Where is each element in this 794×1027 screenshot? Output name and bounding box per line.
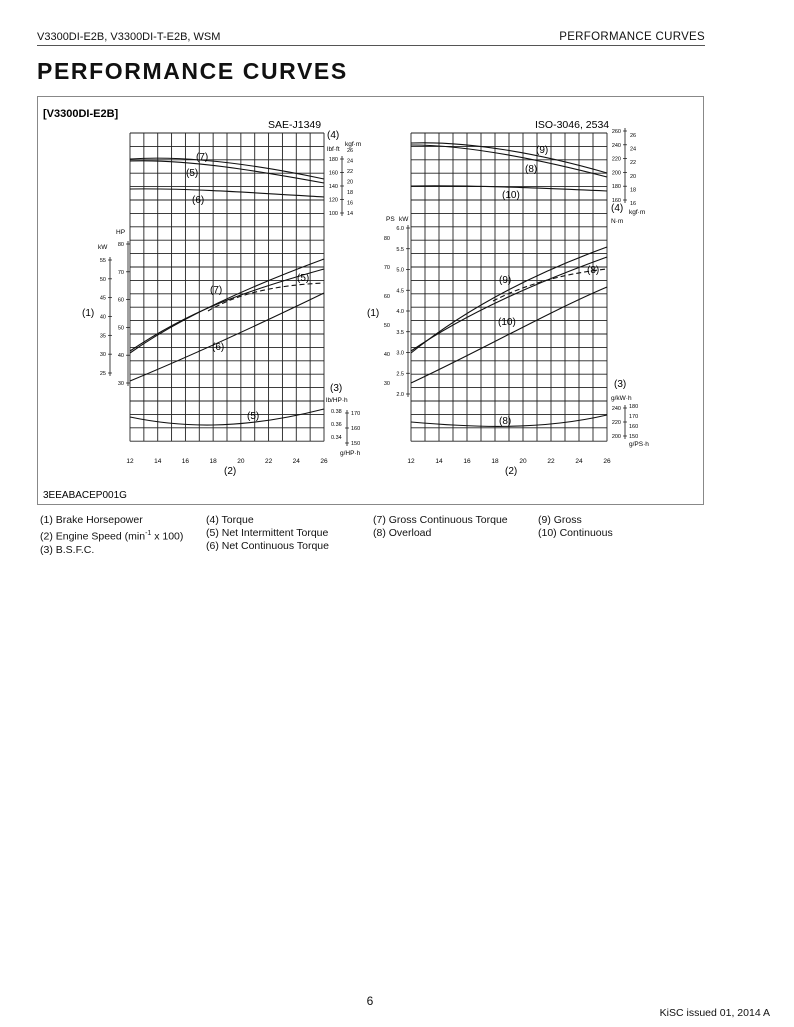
left-bsfc-tick-g: 160 <box>351 426 361 432</box>
legend-item-bsfc: (3) B.S.F.C. <box>40 543 95 556</box>
page-title: PERFORMANCE CURVES <box>37 58 348 84</box>
left-power-tick-kw: 50 <box>99 276 106 283</box>
right-power-tick-kw: 3.5 <box>396 329 404 336</box>
legend-item-continuous: (10) Continuous <box>538 527 613 539</box>
right-power-unit-kw: kW <box>399 216 409 223</box>
right-torque-tick-nm: 240 <box>611 142 621 149</box>
right-bsfc-tick-gpsh: 160 <box>629 424 639 430</box>
left-bsfc-unit-a: lb/HP·h <box>326 397 348 404</box>
left-torque-tick-lbfft: 120 <box>328 197 338 204</box>
legend-column-1 <box>40 514 183 557</box>
left-bsfc-tick-lb: 0.38 <box>331 409 342 415</box>
legend-item-engine-speed <box>40 527 183 544</box>
left-power-tick-kw: 35 <box>99 333 106 340</box>
left-power-tick-kw: 45 <box>99 295 106 302</box>
right-torque-tick-nm: 260 <box>611 129 621 135</box>
right-label-9-power: (9) <box>499 275 512 286</box>
left-torque-tick-lbfft: 100 <box>328 211 338 217</box>
legend-item-gross-continuous-torque: (7) Gross Continuous Torque <box>373 514 508 526</box>
right-torque-unit-a: N·m <box>611 218 624 225</box>
right-torque-tick-kgfm: 22 <box>630 160 637 167</box>
figure-model-label: [V3300DI-E2B] <box>43 108 119 120</box>
right-bsfc-tick-gkwh: 220 <box>611 420 621 426</box>
left-label-5-power: (5) <box>297 273 310 284</box>
right-torque-unit-b: kgf·m <box>629 209 646 216</box>
left-torque-tick-kgfm: 18 <box>347 190 354 196</box>
legend-column-2 <box>206 514 329 553</box>
left-label-6-power: (6) <box>212 342 225 353</box>
right-chart-x-ticks <box>407 458 611 465</box>
right-power-tick-ps: 30 <box>383 381 390 387</box>
left-power-tick-hp: 70 <box>117 269 124 276</box>
left-chart-x-label: (2) <box>224 466 237 477</box>
legend-engine-speed-text: (2) Engine Speed (min <box>40 530 146 543</box>
legend-item-net-continuous-torque: (6) Net Continuous Torque <box>206 540 329 552</box>
right-x-tick-label: 18 <box>491 458 499 465</box>
left-label-5-torque: (5) <box>186 168 199 179</box>
right-torque-tick-kgfm: 20 <box>630 173 637 180</box>
page-number: 6 <box>366 994 374 1008</box>
legend-item-gross: (9) Gross <box>538 514 582 526</box>
right-x-tick-label: 16 <box>463 458 471 465</box>
left-x-tick-label: 16 <box>181 458 190 465</box>
right-power-unit-ps: PS <box>386 216 395 223</box>
right-power-tick-ps: 80 <box>383 236 390 242</box>
left-torque-tick-kgfm: 20 <box>347 179 354 186</box>
right-x-tick-label: 24 <box>575 458 583 465</box>
left-power-tick-hp: 40 <box>117 353 124 360</box>
left-torque-ticks <box>329 148 353 217</box>
legend-column-3 <box>373 514 508 540</box>
right-power-tick-kw: 2.0 <box>396 392 404 398</box>
legend-item-brake-horsepower: (1) Brake Horsepower <box>40 514 143 526</box>
right-power-tick-kw: 4.0 <box>396 309 404 315</box>
right-bsfc-unit-b: g/PS·h <box>629 441 649 448</box>
left-power-ticks <box>100 241 130 387</box>
right-bsfc-tick-gpsh: 170 <box>629 414 639 420</box>
left-bsfc-tick-lb: 0.36 <box>331 422 342 428</box>
left-bsfc-ticks <box>331 409 360 447</box>
right-power-tick-ps: 70 <box>383 265 390 271</box>
left-chart-grid <box>130 133 324 441</box>
left-torque-tick-kgfm: 26 <box>347 148 354 154</box>
right-power-tick-kw: 4.5 <box>396 288 404 295</box>
left-x-tick-label: 26 <box>320 458 328 465</box>
left-torque-tick-lbfft: 180 <box>328 157 338 163</box>
left-power-unit-hp: HP <box>116 229 126 236</box>
right-bsfc-label: (3) <box>614 379 627 390</box>
right-power-ticks <box>384 225 410 398</box>
performance-curves-svg <box>38 97 703 504</box>
right-torque-label: (4) <box>611 203 624 214</box>
left-bsfc-tick-g: 170 <box>351 411 361 417</box>
right-x-tick-label: 22 <box>547 458 555 465</box>
left-power-tick-kw: 30 <box>99 352 106 359</box>
right-chart-grid <box>411 133 607 441</box>
left-torque-tick-kgfm: 22 <box>347 169 354 175</box>
left-label-7-torque: (7) <box>196 152 209 163</box>
right-torque-tick-kgfm: 16 <box>630 201 637 207</box>
left-chart-standard: SAE-J1349 <box>268 119 322 131</box>
right-label-8-bsfc: (8) <box>499 416 512 427</box>
legend-item-torque: (4) Torque <box>206 514 254 526</box>
left-bsfc-label: (3) <box>330 383 343 394</box>
left-chart-x-ticks <box>126 458 328 465</box>
right-torque-tick-nm: 220 <box>611 156 621 163</box>
right-chart-standard: ISO-3046, 2534 <box>535 119 610 131</box>
right-torque-tick-nm: 160 <box>611 198 621 204</box>
right-power-tick-kw: 5.5 <box>396 246 404 253</box>
right-bsfc-tick-gkwh: 240 <box>611 406 621 412</box>
right-power-tick-kw: 5.0 <box>396 267 404 274</box>
figure-code: 3EEABACEP001G <box>43 490 127 501</box>
left-power-label: (1) <box>82 308 95 319</box>
right-bsfc-tick-gkwh: 200 <box>611 434 621 440</box>
right-bsfc-tick-gpsh: 150 <box>629 434 639 440</box>
header-document-title: V3300DI-E2B, V3300DI-T-E2B, WSM <box>37 31 221 43</box>
left-label-7-power: (7) <box>210 285 223 296</box>
header-divider <box>37 45 705 46</box>
left-torque-label: (4) <box>327 130 340 141</box>
right-x-tick-label: 26 <box>603 458 611 465</box>
right-power-label: (1) <box>367 308 380 319</box>
legend-column-4 <box>538 514 613 540</box>
right-bsfc-ticks <box>612 404 638 440</box>
right-label-10-torque: (10) <box>502 190 520 201</box>
left-torque-tick-lbfft: 140 <box>328 184 338 190</box>
left-x-tick-label: 24 <box>292 458 300 465</box>
left-label-5-bsfc: (5) <box>247 411 260 422</box>
left-x-tick-label: 18 <box>209 458 217 465</box>
left-torque-tick-lbfft: 160 <box>328 170 338 177</box>
right-torque-ticks <box>612 128 636 207</box>
left-power-tick-hp: 60 <box>117 297 124 304</box>
right-torque-tick-kgfm: 18 <box>630 187 637 194</box>
right-power-tick-ps: 40 <box>383 352 390 358</box>
left-x-tick-label: 22 <box>264 458 273 465</box>
left-bsfc-tick-g: 150 <box>351 441 361 447</box>
right-power-tick-kw: 3.0 <box>396 350 404 357</box>
right-power-tick-ps: 60 <box>383 294 390 300</box>
right-x-tick-label: 14 <box>435 458 443 465</box>
performance-curves-figure <box>37 96 704 505</box>
right-label-8-power: (8) <box>587 265 600 276</box>
left-x-tick-label: 14 <box>154 458 162 465</box>
right-chart-x-label: (2) <box>505 466 518 477</box>
right-torque-tick-kgfm: 26 <box>630 133 637 139</box>
legend-item-net-intermittent-torque: (5) Net Intermittent Torque <box>206 527 329 539</box>
left-bsfc-unit-b: g/HP·h <box>340 450 361 457</box>
right-label-8-torque: (8) <box>525 164 538 175</box>
right-torque-tick-nm: 200 <box>611 170 621 177</box>
left-x-tick-label: 12 <box>126 458 134 465</box>
left-power-tick-kw: 25 <box>99 371 106 377</box>
left-power-tick-hp: 80 <box>117 242 124 248</box>
right-label-9-torque: (9) <box>536 145 549 156</box>
left-bsfc-tick-lb: 0.34 <box>331 435 342 441</box>
left-torque-unit-b: kgf·m <box>345 141 362 148</box>
left-power-tick-hp: 30 <box>117 381 124 387</box>
legend-item-overload: (8) Overload <box>373 527 432 539</box>
right-bsfc-unit-a: g/kW·h <box>611 395 632 402</box>
header-section-title: PERFORMANCE CURVES <box>559 31 705 43</box>
right-label-10-power: (10) <box>498 317 516 328</box>
right-power-tick-kw: 2.5 <box>396 371 404 378</box>
legend-engine-speed-sup: -1 <box>145 530 152 537</box>
left-x-tick-label: 20 <box>237 458 245 465</box>
left-torque-tick-kgfm: 16 <box>347 200 354 207</box>
left-torque-unit-a: lbf·ft <box>327 146 340 153</box>
right-x-tick-label: 12 <box>407 458 415 465</box>
left-power-unit-kw: kW <box>98 244 108 251</box>
right-power-tick-kw: 6.0 <box>396 226 404 232</box>
left-power-tick-kw: 55 <box>99 258 106 264</box>
right-bsfc-tick-gpsh: 180 <box>629 404 639 410</box>
legend-engine-speed-tail: x 100) <box>151 530 184 543</box>
issue-note: KiSC issued 01, 2014 A <box>659 1007 770 1019</box>
left-torque-tick-kgfm: 24 <box>347 158 354 165</box>
right-x-tick-label: 20 <box>519 458 527 465</box>
right-chart <box>367 119 649 477</box>
right-torque-tick-kgfm: 24 <box>630 146 637 153</box>
right-torque-tick-nm: 180 <box>611 184 621 191</box>
left-chart <box>82 119 361 477</box>
right-power-tick-ps: 50 <box>383 323 390 329</box>
left-power-tick-kw: 40 <box>99 314 106 321</box>
left-label-6-torque: (6) <box>192 195 205 206</box>
left-torque-tick-kgfm: 14 <box>347 211 354 217</box>
left-power-tick-hp: 50 <box>117 325 124 332</box>
